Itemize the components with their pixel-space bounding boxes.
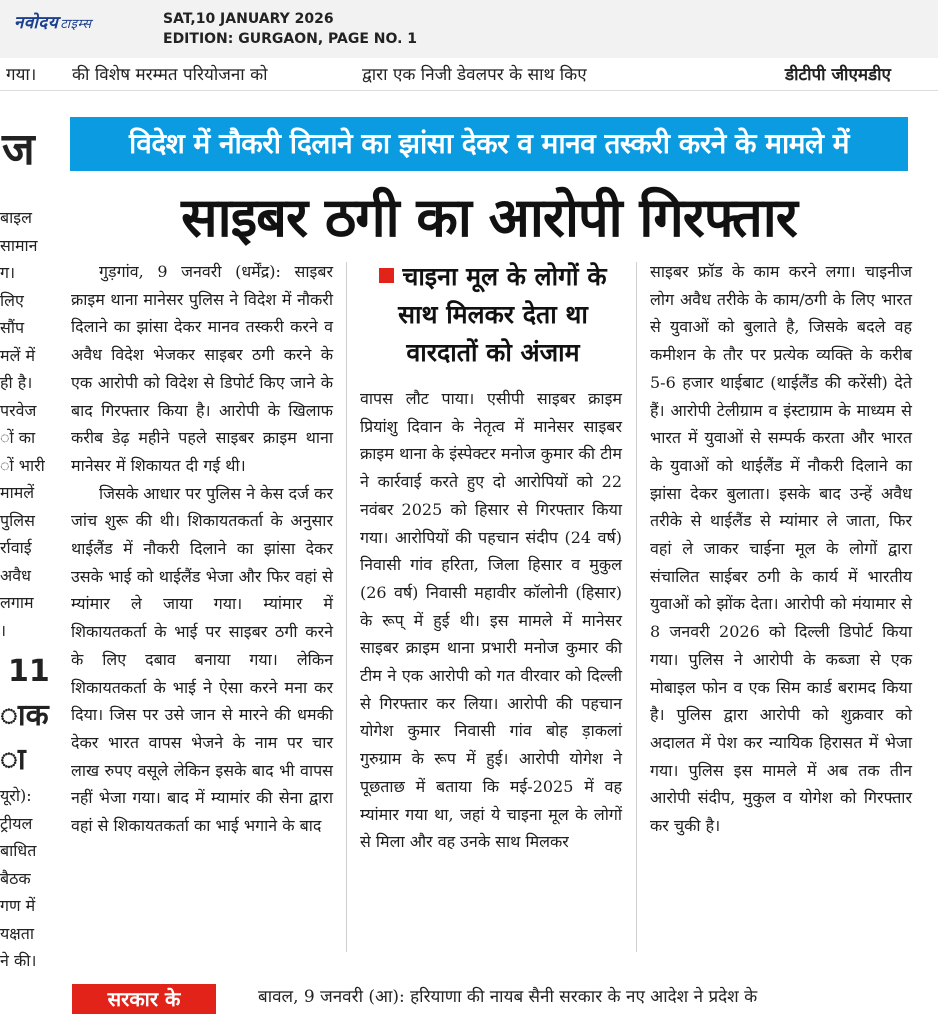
newspaper-logo	[14, 10, 92, 33]
left-fragment-line: परवेज	[0, 400, 37, 420]
top-strip-fragment-1: गया।	[6, 65, 37, 85]
article-subhead	[362, 258, 624, 372]
left-fragment-line: मामलें	[0, 483, 35, 502]
left-fragment-line: सामान	[0, 235, 38, 255]
red-square-bullet-icon	[379, 268, 394, 283]
article-subhead-text: चाइना मूल के लोगों के साथ मिलकर देता था वारदातों को अंजाम	[398, 262, 607, 367]
left-fragment-big-char: ा	[0, 742, 26, 777]
logo-main: नवोदय	[14, 13, 59, 33]
left-fragment-big-number: 11	[8, 654, 50, 689]
article-column-1	[71, 258, 333, 958]
left-fragment-line: बाइल	[0, 208, 32, 227]
edition-date: SAT,10 JANUARY 2026	[163, 11, 334, 27]
article-paragraph: वापस लौट पाया। एसीपी साइबर क्राइम प्रियांशु दिवान के नेतृत्व में मानेसर साइबर क्राइम थाना के इंस्पेक्टर मनोज कुमार की टीम ने कार्रवाई करते हुए दो आरोपियों को 22 नवंबर 2025 को हिसार से गिरफ्तार किया गया। आरोपियों की पहचान संदीप (24 वर्ष) निवासी गांव हरिता, जिला हिसार व मुकुल (26 वर्ष) निवासी महावीर कॉलोनी (हिसार) के रूप् में हुई थी। इस मामले में मानेसर साइबर क्राइम थाना प्रभारी मनोज कुमार की टीम ने एक आरोपी को गत वीरवार को दिल्ली से गिरफ्तार कर लिया। आरोपी की पहचान योगेश कुमार निवासी गांव बोह ड़ाकलां गुरुग्राम के रूप में हुई। आरोपी योगेश ने पूछताछ में बताया कि मई-2025 में वह म्यांमार गया था, जहां ये चाइना मूल के लोगों से मिला और वह उनके साथ मिलकर	[360, 389, 622, 852]
column-divider	[636, 262, 637, 952]
top-divider	[0, 90, 938, 91]
left-fragment-line: लगाम	[0, 593, 34, 612]
left-fragment-line: अवैध	[0, 565, 31, 585]
left-column-fragment	[0, 120, 50, 990]
article-paragraph: जिसके आधार पर पुलिस ने केस दर्ज कर जांच शुरू की थी। शिकायतकर्ता के अनुसार थाईलैंड में नौकरी दिलाने का झांसा देकर उसके भाई को थाईलैंड भेजा और फिर वहां से म्यांमार ले जाया गया। म्यांमार में शिकायतकर्ता के भाई पर साइबर ठगी करने के लिए दबाव बनाया गया। लेकिन शिकायतकर्ता के भाई ने ऐसा करने मना कर दिया। जिस पर उसे जान से मारने की धमकी देकर भारत वापस भेजने के नाम पर चार लाख रुपए वसूले लेकिन इसके बाद भी वापस नहीं भेजा गया। बाद में म्यामांर की सेना द्वारा वहां से शिकायतकर्ता का भाई भगाने के बाद	[71, 483, 333, 836]
left-fragment-line: ।	[0, 620, 7, 640]
left-fragment-big-letter: ज	[2, 124, 35, 175]
article-column-2	[360, 385, 622, 960]
top-strip-fragment-3: द्वारा एक निजी डेवलपर के साथ किए	[362, 65, 587, 85]
left-fragment-line: यक्षता	[0, 923, 35, 943]
left-fragment-line: ही है।	[0, 373, 33, 392]
left-fragment-line: ट्रीयल	[0, 813, 33, 833]
left-fragment-line: बैठक	[0, 868, 31, 888]
left-fragment-line: ों भारी	[0, 455, 45, 475]
left-fragment-line: ने की।	[0, 951, 37, 970]
article-column-3	[650, 258, 912, 958]
left-fragment-line: ग।	[0, 263, 16, 282]
left-fragment-line: ों का	[0, 428, 36, 447]
article-paragraph: गुड़गांव, 9 जनवरी (धर्मेंद्र): साइबर क्राइम थाना मानेसर पुलिस ने विदेश में नौकरी दिलाने का झांसा देकर मानव तस्करी करने व अवैध विदेश भेजकर साइबर ठगी करने के एक आरोपी को विदेश से डिपोर्ट किए जाने के बाद गिरफ्तार किया है। आरोपी के खिलाफ करीब डेढ़ महीने पहले साइबर क्राइम थाना मानेसर में शिकायत दी गई थी।	[71, 262, 333, 475]
edition-meta	[163, 9, 417, 49]
edition-page: EDITION: GURGAON, PAGE NO. 1	[163, 31, 418, 47]
left-fragment-line: बाधित	[0, 841, 37, 860]
column-divider	[346, 262, 347, 952]
logo-sub: टाइम्स	[60, 17, 92, 32]
left-fragment-line: सौंप	[0, 318, 25, 337]
left-fragment-line: लिए	[0, 290, 24, 310]
left-fragment-line: मलें में	[0, 345, 36, 365]
bottom-story-line: बावल, 9 जनवरी (आ): हरियाणा की नायब सैनी सरकार के नए आदेश ने प्रदेश के	[258, 987, 758, 1007]
article-paragraph: साइबर फ्रॉड के काम करने लगा। चाइनीज लोग अवैध तरीके के काम/ठगी के लिए भारत से युवाओं को बुलाते है, जिसके बदले वह कमीशन के तौर पर प्रत्येक व्यक्ति के करीब 5-6 हजार थाईबाट (थाईलैंड की करेंसी) देते हैं। आरोपी टेलीग्राम व इंस्टाग्राम के माध्यम से भारत में युवाओं से सम्पर्क करता और भारत के युवाओं को थाईलैंड में नौकरी दिलाने का झांसा देकर बुलाता। इसके बाद उन्हें अवैध तरीके से थाईलैंड से म्यांमार ले जाता, फिर वहां ले जाकर चाईना मूल के लोगों द्वारा संचालित साईबर ठगी के कार्य में भारतीय युवाओं को झोंक देता। आरोपी को मंयामार से 8 जनवरी 2026 को दिल्ली डिपोर्ट किया गया। पुलिस ने आरोपी के कब्जा से एक मोबाइल फोन व एक सिम कार्ड बरामद किया है। पुलिस द्वारा आरोपी को शुक्रवार को अदालत में पेश कर न्यायिक हिरासत में भेजा गया। पुलिस इस मामले में अब तक तीन आरोपी संदीप, मुकुल व योगेश को गिरफ्तार कर चुकी है।	[650, 262, 912, 836]
article-headline: साइबर ठगी का आरोपी गिरफ्तार	[181, 186, 797, 249]
left-fragment-line: पुलिस	[0, 510, 35, 530]
article-kicker: विदेश में नौकरी दिलाने का झांसा देकर व मानव तस्करी करने के मामले में	[70, 117, 908, 171]
left-fragment-line: गण में	[0, 896, 36, 915]
left-fragment-line: र्रावाई	[0, 538, 32, 557]
bottom-section-label: सरकार के	[72, 984, 216, 1014]
left-fragment-line: यूरो):	[0, 786, 32, 805]
left-fragment-big-word: ाक	[0, 698, 49, 733]
edition-header	[0, 0, 938, 58]
top-strip-fragment-2: की विशेष मरम्मत परियोजना को	[72, 65, 268, 85]
top-strip-fragment-4: डीटीपी जीएमडीए	[785, 65, 891, 85]
